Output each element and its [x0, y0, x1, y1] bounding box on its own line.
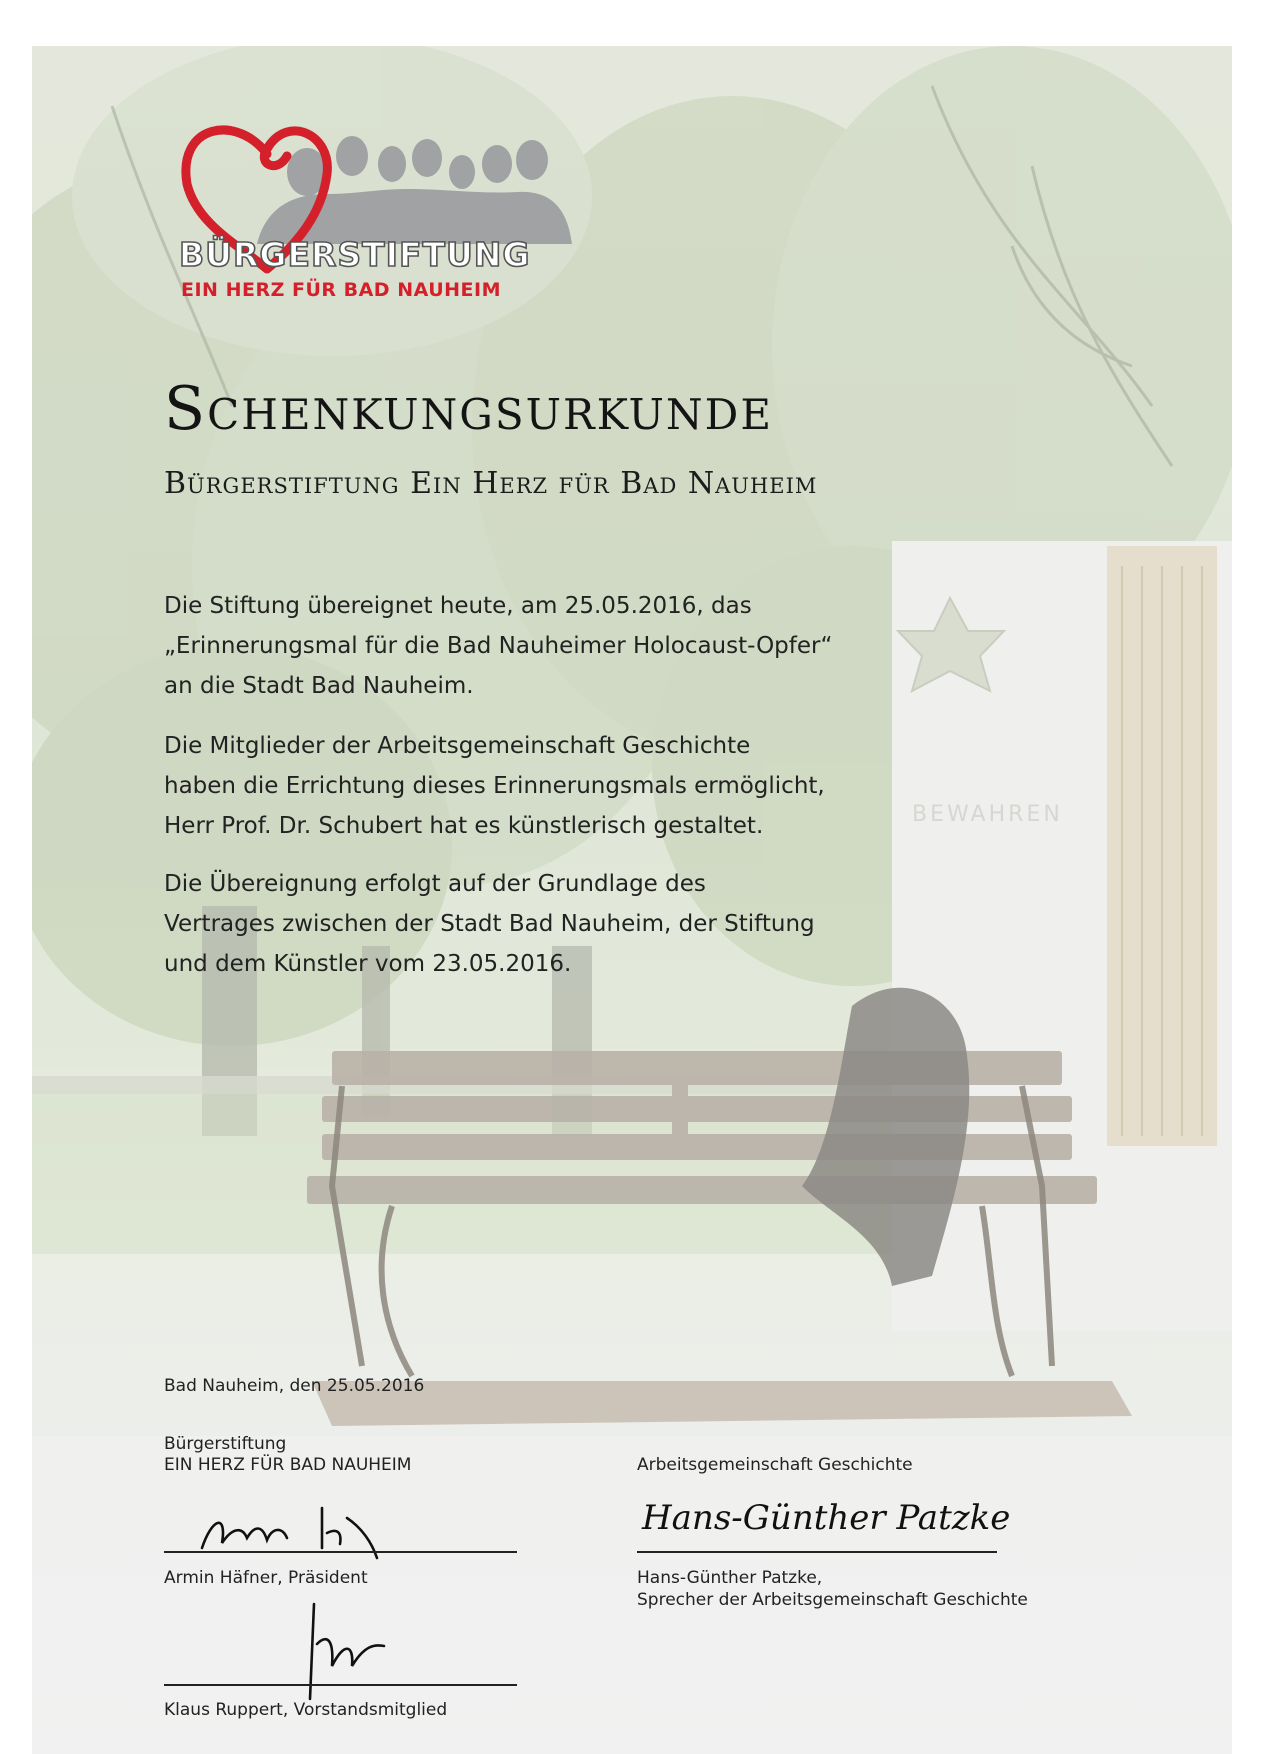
- logo-tagline: EIN HERZ FÜR BAD NAUHEIM: [181, 279, 501, 301]
- signature-patzke: Hans-Günther Patzke: [642, 1498, 1011, 1538]
- document-title: Schenkungsurkunde: [164, 374, 774, 444]
- document-subtitle: Bürgerstiftung Ein Herz für Bad Nauheim: [164, 466, 818, 501]
- svg-text:BEWAHREN: BEWAHREN: [912, 802, 1063, 827]
- paragraph-line: Herr Prof. Dr. Schubert hat es künstlerisch gestaltet.: [164, 813, 764, 839]
- paragraph-line: und dem Künstler vom 23.05.2016.: [164, 951, 572, 977]
- left-org-line2: EIN HERZ FÜR BAD NAUHEIM: [164, 1455, 412, 1475]
- signature-haefner: [172, 1488, 492, 1568]
- paragraph-creators: [164, 726, 924, 846]
- paragraph-line: „Erinnerungsmal für die Bad Nauheimer Holocaust-Opfer“: [164, 633, 833, 659]
- paragraph-line: an die Stadt Bad Nauheim.: [164, 673, 474, 699]
- signature-line-1: [164, 1551, 517, 1553]
- certificate-sheet: [32, 46, 1232, 1754]
- signer-patzke-name: Hans-Günther Patzke,: [637, 1568, 823, 1588]
- signer-haefner: Armin Häfner, Präsident: [164, 1568, 368, 1588]
- paragraph-line: Die Stiftung übereignet heute, am 25.05.2016, das: [164, 593, 752, 619]
- signer-ruppert: Klaus Ruppert, Vorstandsmitglied: [164, 1700, 448, 1720]
- signature-line-2: [164, 1684, 517, 1686]
- paragraph-transfer: [164, 586, 924, 706]
- paragraph-line: Vertrages zwischen der Stadt Bad Nauheim, der Stiftung: [164, 911, 815, 937]
- signature-ruppert: [272, 1594, 432, 1704]
- place-date: Bad Nauheim, den 25.05.2016: [164, 1376, 425, 1396]
- paragraph-line: Die Übereignung erfolgt auf der Grundlage des: [164, 871, 706, 897]
- foundation-logo: [157, 94, 597, 314]
- signature-line-3: [637, 1551, 997, 1553]
- logo-name: BÜRGERSTIFTUNG: [179, 235, 531, 274]
- signer-patzke-role: Sprecher der Arbeitsgemeinschaft Geschichte: [637, 1590, 1028, 1610]
- paragraph-line: Die Mitglieder der Arbeitsgemeinschaft Geschichte: [164, 733, 751, 759]
- paragraph-line: haben die Errichtung dieses Erinnerungsmals ermöglicht,: [164, 773, 825, 799]
- paragraph-contract: [164, 864, 924, 984]
- right-org: Arbeitsgemeinschaft Geschichte: [637, 1455, 913, 1475]
- left-org-line1: Bürgerstiftung: [164, 1434, 287, 1454]
